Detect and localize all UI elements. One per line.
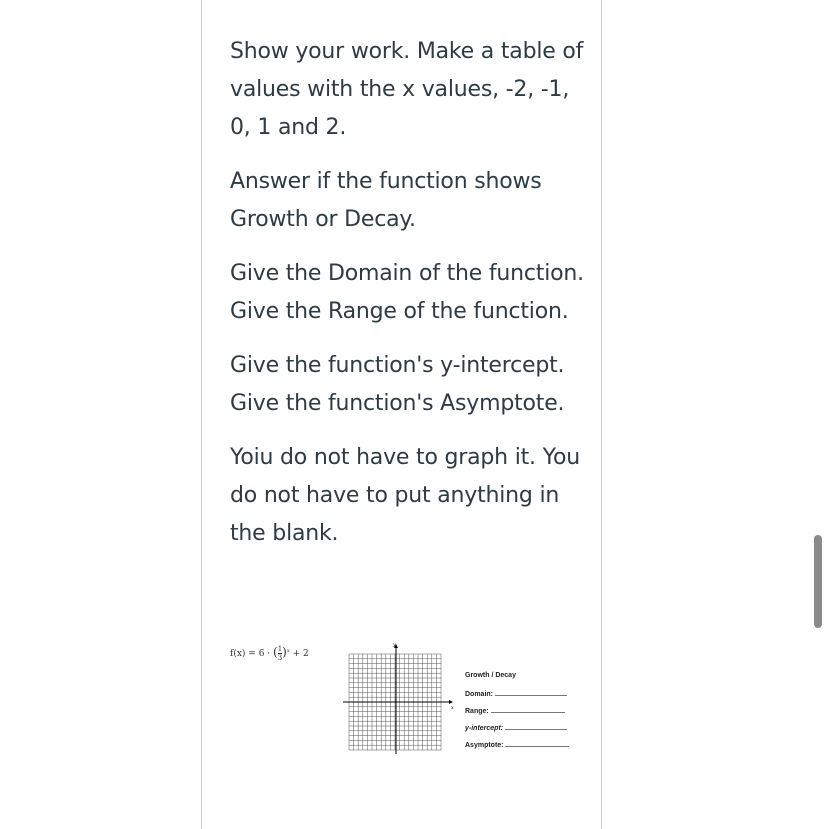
domain-label: Domain: (465, 691, 493, 698)
asymptote-label: Asymptote: (465, 742, 504, 749)
x-axis-label: x (451, 705, 454, 711)
instruction-paragraph-2: Answer if the function shows Growth or Decay. (230, 169, 542, 232)
asymptote-row (465, 740, 569, 757)
instruction-paragraph-4: Give the function's y-intercept. Give the function's Asymptote. (230, 353, 565, 416)
domain-row (465, 689, 569, 706)
growth-decay-label: Growth / Decay (465, 672, 516, 679)
formula-rhs: + 2 (292, 649, 309, 659)
function-formula: f(x) = 6 · ( $\frac{1}{3}$ )$^x$ + 2 (230, 645, 309, 662)
content-panel (201, 0, 602, 829)
formula-exponent: x (286, 648, 290, 654)
growth-decay-row (465, 672, 569, 689)
range-blank (491, 706, 565, 713)
instruction-paragraph-5: Yoiu do not have to graph it. You do not have to put anything in the blank. (230, 445, 580, 546)
coordinate-grid (341, 642, 456, 754)
instruction-paragraph-1: Show your work. Make a table of values with the x values, -2, -1, 0, 1 and 2. (230, 39, 584, 140)
domain-blank (495, 689, 567, 696)
range-row (465, 706, 569, 723)
formula-lhs: f(x) = 6 · (230, 649, 271, 659)
y-intercept-row (465, 723, 569, 740)
instruction-paragraph-3: Give the Domain of the function. Give the Range of the function. (230, 261, 584, 324)
scrollbar-thumb[interactable] (814, 535, 822, 628)
answer-blanks (465, 672, 569, 757)
y-intercept-label: y-intercept: (465, 725, 504, 732)
range-label: Range: (465, 708, 489, 715)
formula-numerator: 1 (277, 645, 283, 653)
x-axis-arrow (449, 700, 453, 704)
y-intercept-blank (505, 723, 567, 730)
formula-denominator: 3 (277, 654, 283, 662)
y-axis-label: y (393, 642, 396, 648)
asymptote-blank (505, 740, 569, 747)
instructions (230, 33, 590, 569)
